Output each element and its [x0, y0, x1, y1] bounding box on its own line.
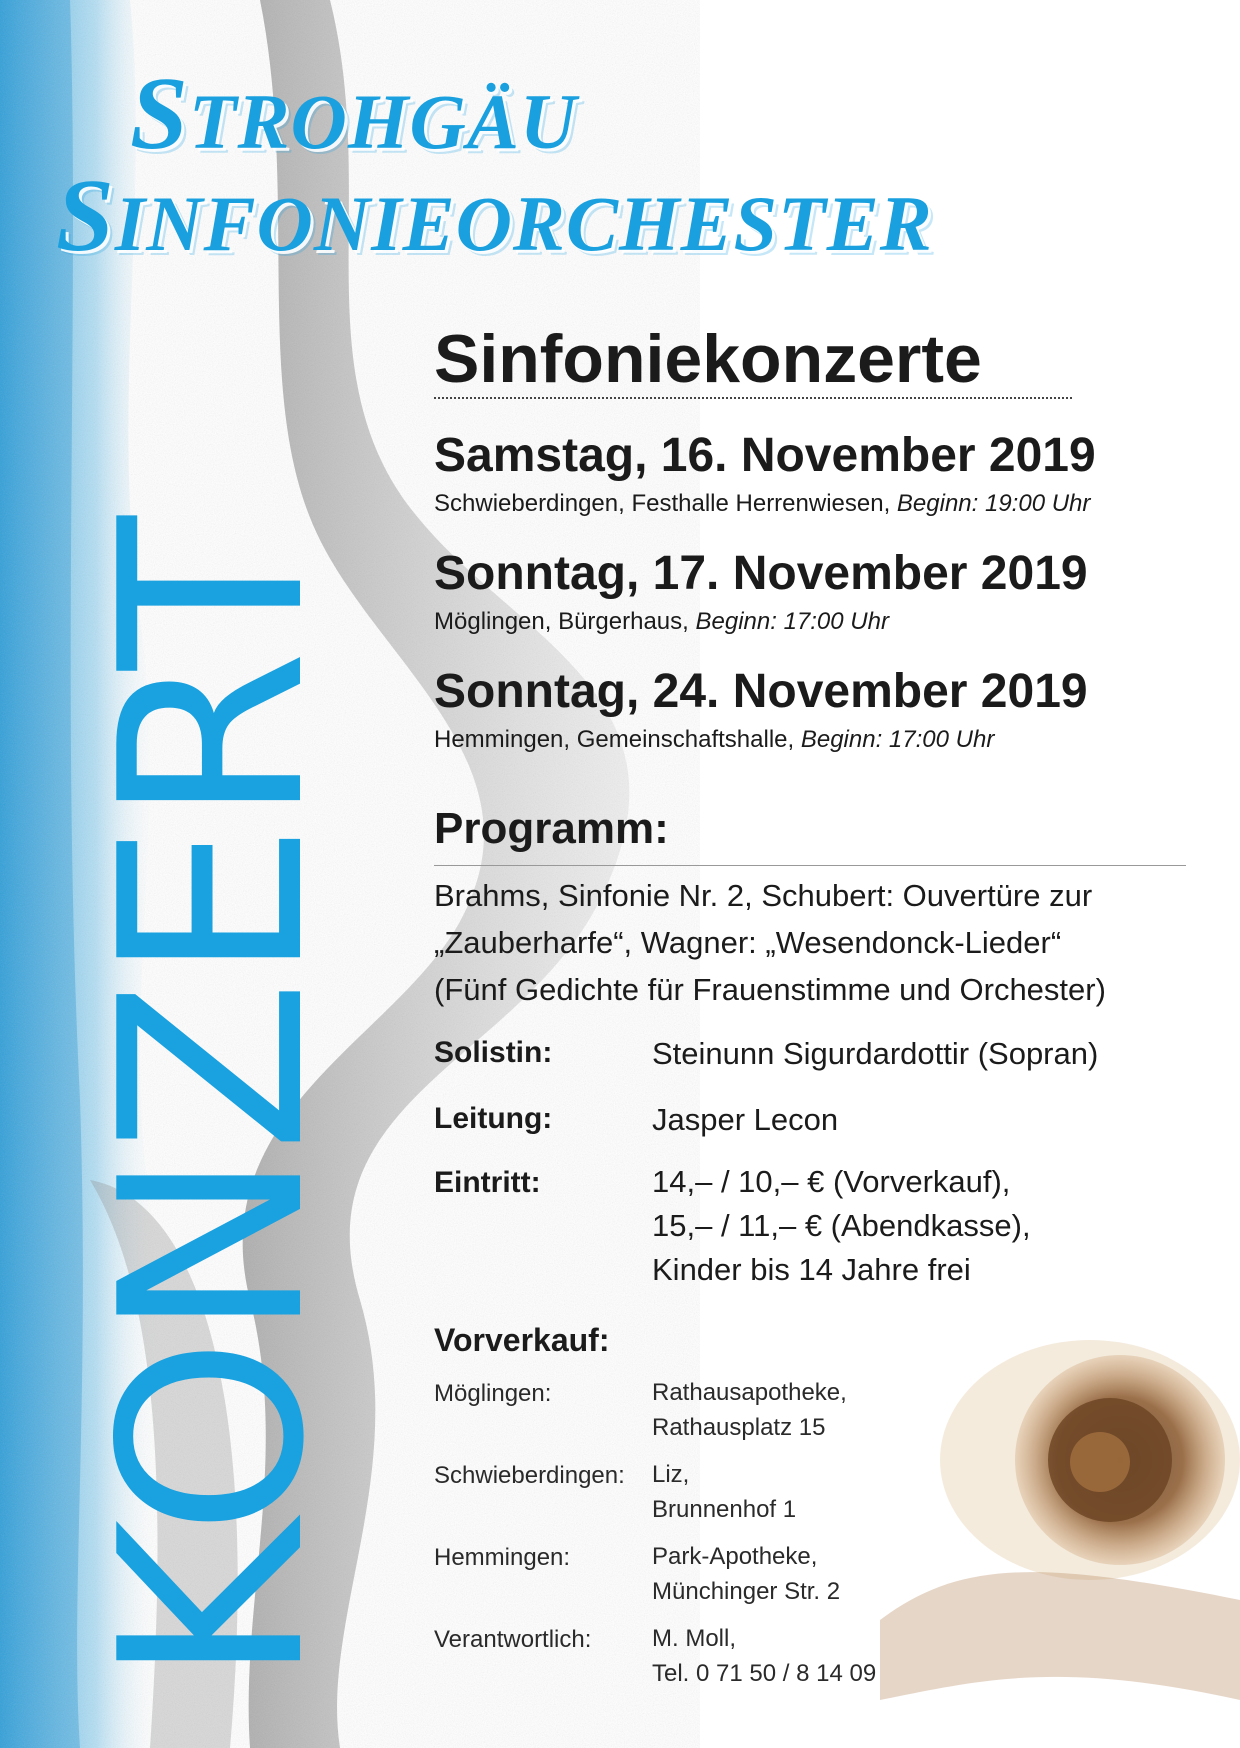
concert-venue-3 — [434, 726, 994, 754]
orchestra-name-line-2-initial: S — [56, 158, 115, 273]
presale-line: Rathausapotheke, — [652, 1379, 847, 1406]
orchestra-name-line-2 — [56, 156, 933, 275]
presale-label-schwieberdingen: Schwieberdingen: — [434, 1462, 625, 1489]
presale-line: Liz, — [652, 1461, 690, 1488]
venue-3-place: Hemmingen, Gemeinschaftshalle, — [434, 726, 795, 753]
admission-line: 14,– / 10,– € (Vorverkauf), — [652, 1164, 1011, 1199]
konzert-vertical-title: KONZERT — [67, 518, 360, 1685]
admission-line: Kinder bis 14 Jahre frei — [652, 1252, 971, 1287]
presale-line: Park-Apotheke, — [652, 1543, 818, 1570]
program-line: „Zauberharfe“, Wagner: „Wesendonck-Lieder“ — [434, 925, 1062, 960]
conductor-label: Leitung: — [434, 1102, 553, 1135]
soloist-label: Solistin: — [434, 1036, 553, 1069]
presale-line: Münchinger Str. 2 — [652, 1578, 841, 1605]
presale-line: Rathausplatz 15 — [652, 1414, 826, 1441]
presale-label-hemmingen: Hemmingen: — [434, 1544, 571, 1571]
concert-date-1: Samstag, 16. November 2019 — [434, 429, 1096, 482]
orchestra-name-line-2-rest: INFONIEORCHESTER — [114, 180, 933, 267]
presale-heading: Vorverkauf: — [434, 1322, 610, 1358]
concert-date-3: Sonntag, 24. November 2019 — [434, 665, 1088, 718]
presale-line: Tel. 0 71 50 / 8 14 09 — [652, 1660, 877, 1687]
admission-line: 15,– / 11,– € (Abendkasse), — [652, 1208, 1031, 1243]
title-divider — [434, 397, 1072, 399]
presale-label-responsible: Verantwortlich: — [434, 1626, 592, 1653]
program-divider — [434, 865, 1186, 866]
concert-date-2: Sonntag, 17. November 2019 — [434, 547, 1088, 600]
presale-line: M. Moll, — [652, 1625, 736, 1652]
program-text — [434, 872, 1106, 1013]
presale-value-hemmingen — [652, 1539, 840, 1609]
page-title: Sinfoniekonzerte — [434, 321, 982, 397]
venue-3-time: Beginn: 17:00 Uhr — [800, 726, 995, 753]
orchestra-name-line-1-initial: S — [130, 56, 189, 171]
presale-value-schwieberdingen — [652, 1457, 796, 1527]
venue-1-place: Schwieberdingen, Festhalle Herrenwiesen, — [434, 490, 891, 517]
concert-venue-1 — [434, 490, 1090, 518]
presale-label-moeglingen: Möglingen: — [434, 1380, 552, 1407]
presale-value-responsible — [652, 1621, 876, 1691]
admission-value — [652, 1160, 1031, 1292]
presale-line: Brunnenhof 1 — [652, 1496, 797, 1523]
presale-value-moeglingen — [652, 1375, 847, 1445]
program-line: Brahms, Sinfonie Nr. 2, Schubert: Ouvertüre zur — [434, 878, 1093, 913]
venue-2-place: Möglingen, Bürgerhaus, — [434, 608, 689, 635]
admission-label: Eintritt: — [434, 1166, 541, 1199]
venue-2-time: Beginn: 17:00 Uhr — [695, 608, 889, 635]
concert-venue-2 — [434, 608, 889, 636]
orchestra-name-line-1-rest: TROHGÄU — [188, 78, 578, 165]
program-line: (Fünf Gedichte für Frauenstimme und Orchester) — [434, 972, 1106, 1007]
soloist-value: Steinunn Sigurdardottir (Sopran) — [652, 1036, 1099, 1071]
venue-1-time: Beginn: 19:00 Uhr — [896, 490, 1091, 517]
conductor-value: Jasper Lecon — [652, 1102, 839, 1137]
program-heading: Programm: — [434, 804, 669, 853]
